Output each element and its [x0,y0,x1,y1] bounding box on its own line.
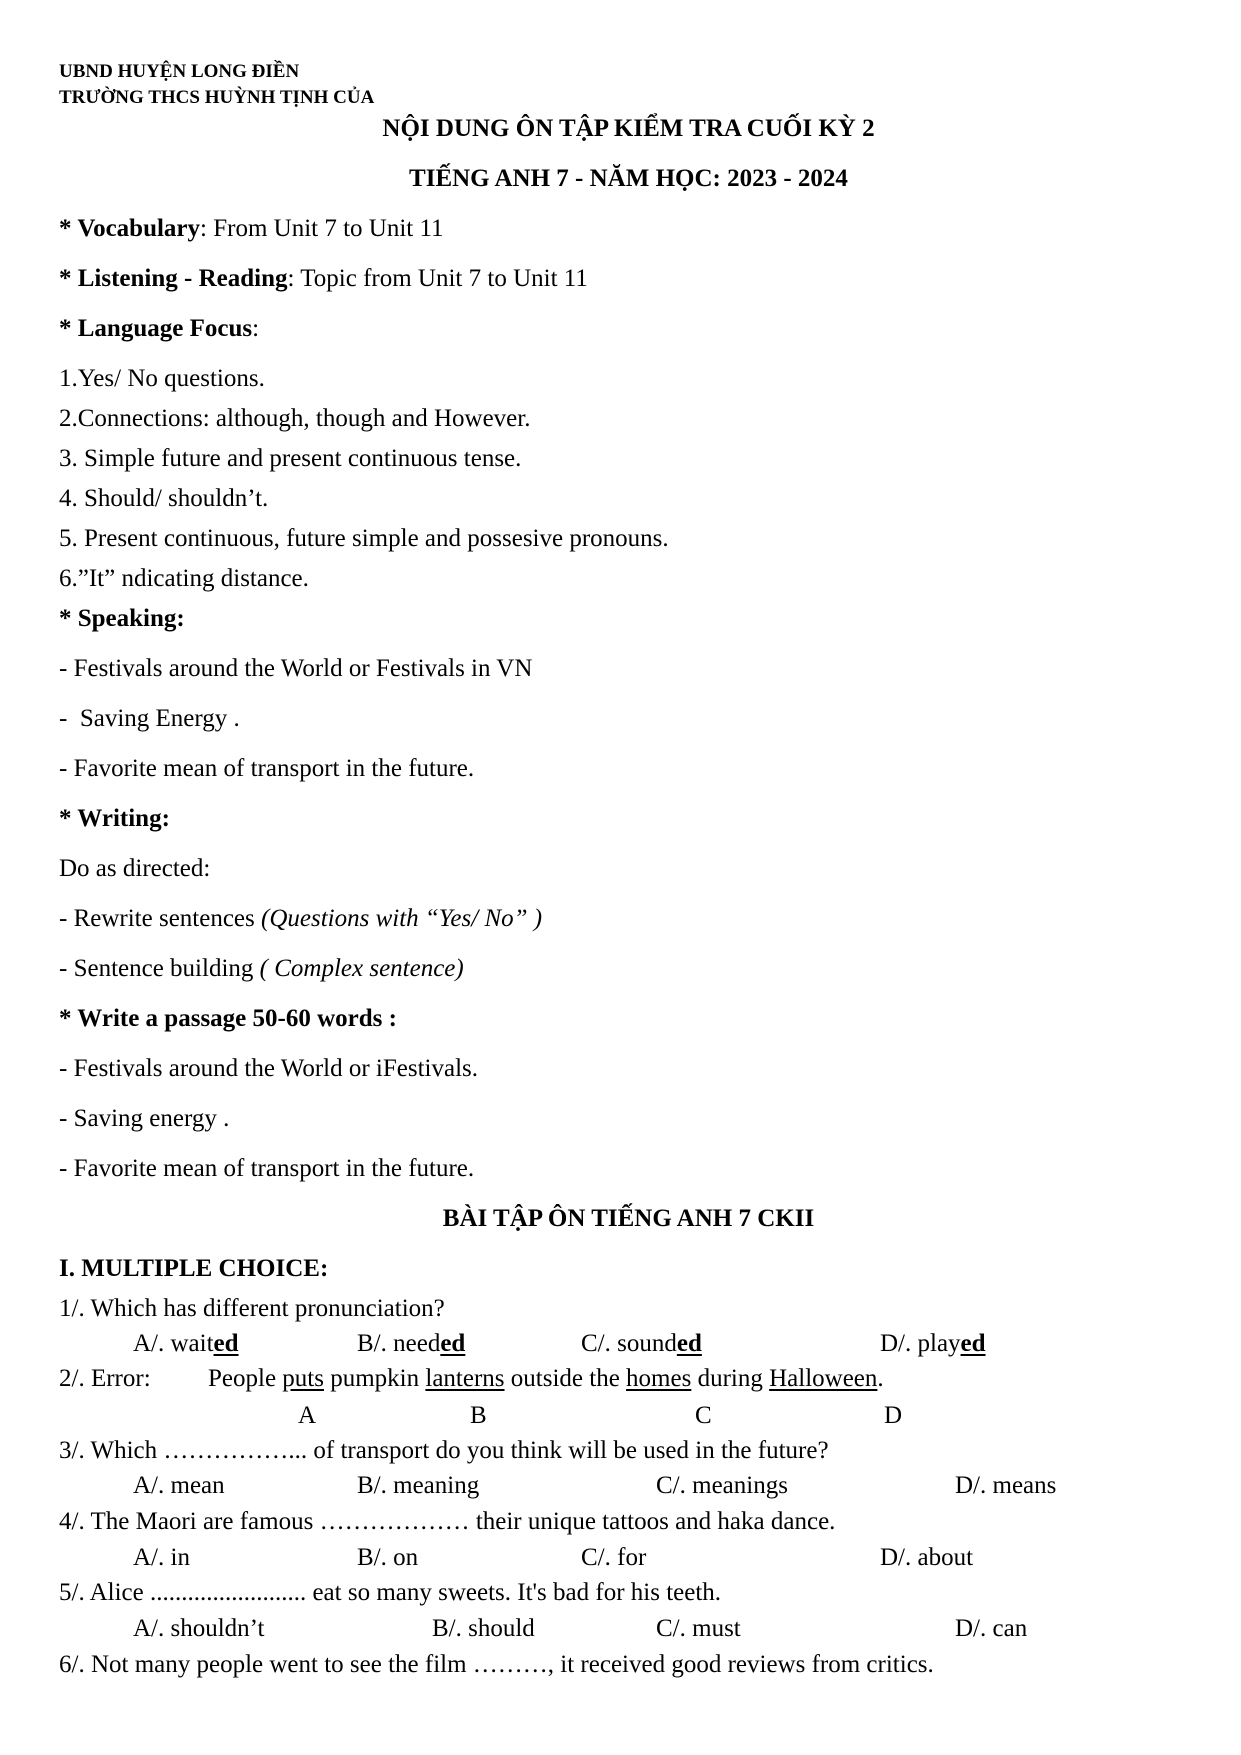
underlined-word: lanterns [425,1365,505,1392]
vocabulary-label: Vocabulary [77,215,201,242]
bullet-star: * [59,215,78,242]
underlined-ending: ed [440,1330,466,1357]
language-focus-item: 2.Connections: although, though and However. [59,405,531,432]
question-1-option-b [357,1331,465,1356]
writing-intro: Do as directed: [59,855,211,882]
option-text: D/. play [880,1330,961,1357]
bullet-star: * [59,315,78,342]
underlined-ending: ed [213,1330,239,1357]
question-1-option-c [581,1331,702,1356]
page-title: NỘI DUNG ÔN TẬP KIỂM TRA CUỐI KỲ 2 [382,115,875,142]
underlined-word: homes [626,1365,692,1392]
listening-text: : Topic from Unit 7 to Unit 11 [287,265,588,292]
sentence-text: . [877,1365,884,1392]
sentence-text: People [208,1365,283,1392]
sentence-text: during [691,1365,770,1392]
writing-item-text: - Rewrite sentences [59,905,262,932]
option-text: B/. need [357,1330,441,1357]
section-heading: I. MULTIPLE CHOICE: [59,1255,329,1282]
underlined-ending: ed [676,1330,702,1357]
writing-item-note: (Questions with “Yes/ No” ) [261,905,543,932]
writing-item-sentence-building [59,956,464,981]
language-focus-item: 5. Present continuous, future simple and possesive pronouns. [59,525,669,552]
question-4-option-d: D/. about [880,1544,974,1571]
language-focus-item: 6.”It” ndicating distance. [59,565,309,592]
listening-label: Listening - Reading [77,265,288,292]
question-4-option-b: B/. on [357,1544,419,1571]
passage-heading: * Write a passage 50-60 words : [59,1005,397,1032]
language-focus-heading [59,316,259,341]
question-3-stem: 3/. Which ……………... of transport do you think will be used in the future? [59,1437,829,1464]
question-1-stem: 1/. Which has different pronunciation? [59,1295,445,1322]
speaking-item: - Favorite mean of transport in the future. [59,755,475,782]
vocabulary-text: : From Unit 7 to Unit 11 [200,215,444,242]
sentence-text: pumpkin [323,1365,426,1392]
option-text: A/. wait [133,1330,214,1357]
question-6-stem: 6/. Not many people went to see the film ………, it received good reviews from critics. [59,1651,934,1678]
writing-item-rewrite [59,906,542,931]
question-2-letter-a: A [298,1402,317,1429]
question-4-stem: 4/. The Maori are famous ……………… their unique tattoos and haka dance. [59,1508,836,1535]
bullet-star: * [59,265,78,292]
language-focus-item: 4. Should/ shouldn’t. [59,485,269,512]
question-1-option-a [133,1331,239,1356]
vocabulary-line [59,216,444,241]
listening-line [59,266,588,291]
question-2-sentence [208,1366,884,1391]
question-2-letter-c: C [695,1402,712,1429]
question-2-letter-d: D [884,1402,903,1429]
question-1-option-d [880,1331,986,1356]
writing-item-text: - Sentence building [59,955,260,982]
question-3-option-a: A/. mean [133,1472,225,1499]
option-text: C/. sound [581,1330,677,1357]
language-focus-label: Language Focus [77,315,253,342]
speaking-heading: * Speaking: [59,605,185,632]
passage-item: - Saving energy . [59,1105,230,1132]
question-5-option-b: B/. should [432,1615,535,1642]
language-focus-item: 3. Simple future and present continuous tense. [59,445,522,472]
writing-heading: * Writing: [59,805,170,832]
page-subtitle: TIẾNG ANH 7 - NĂM HỌC: 2023 - 2024 [409,165,848,192]
passage-item: - Festivals around the World or iFestivals. [59,1055,479,1082]
speaking-item: - Festivals around the World or Festivals in VN [59,655,533,682]
speaking-item: - Saving Energy . [59,705,240,732]
question-5-option-c: C/. must [656,1615,741,1642]
writing-item-note: ( Complex sentence) [259,955,464,982]
underlined-word: puts [282,1365,324,1392]
question-3-option-d: D/. means [955,1472,1057,1499]
district-name: UBND HUYỆN LONG ĐIỀN [59,61,300,82]
underlined-ending: ed [960,1330,986,1357]
question-4-option-a: A/. in [133,1544,190,1571]
question-5-option-d: D/. can [955,1615,1028,1642]
language-focus-colon: : [252,315,260,342]
underlined-word: Halloween [769,1365,878,1392]
question-5-stem: 5/. Alice ......................... eat so many sweets. It's bad for his teeth. [59,1579,722,1606]
passage-item: - Favorite mean of transport in the future. [59,1155,475,1182]
language-focus-item: 1.Yes/ No questions. [59,365,265,392]
question-4-option-c: C/. for [581,1544,647,1571]
question-5-option-a: A/. shouldn’t [133,1615,265,1642]
question-2-letter-b: B [470,1402,487,1429]
sentence-text: outside the [504,1365,627,1392]
school-name: TRƯỜNG THCS HUỲNH TỊNH CỦA [59,87,375,108]
question-2-label: 2/. Error: [59,1365,151,1392]
exercise-title: BÀI TẬP ÔN TIẾNG ANH 7 CKII [442,1205,815,1232]
question-3-option-b: B/. meaning [357,1472,480,1499]
question-3-option-c: C/. meanings [656,1472,788,1499]
